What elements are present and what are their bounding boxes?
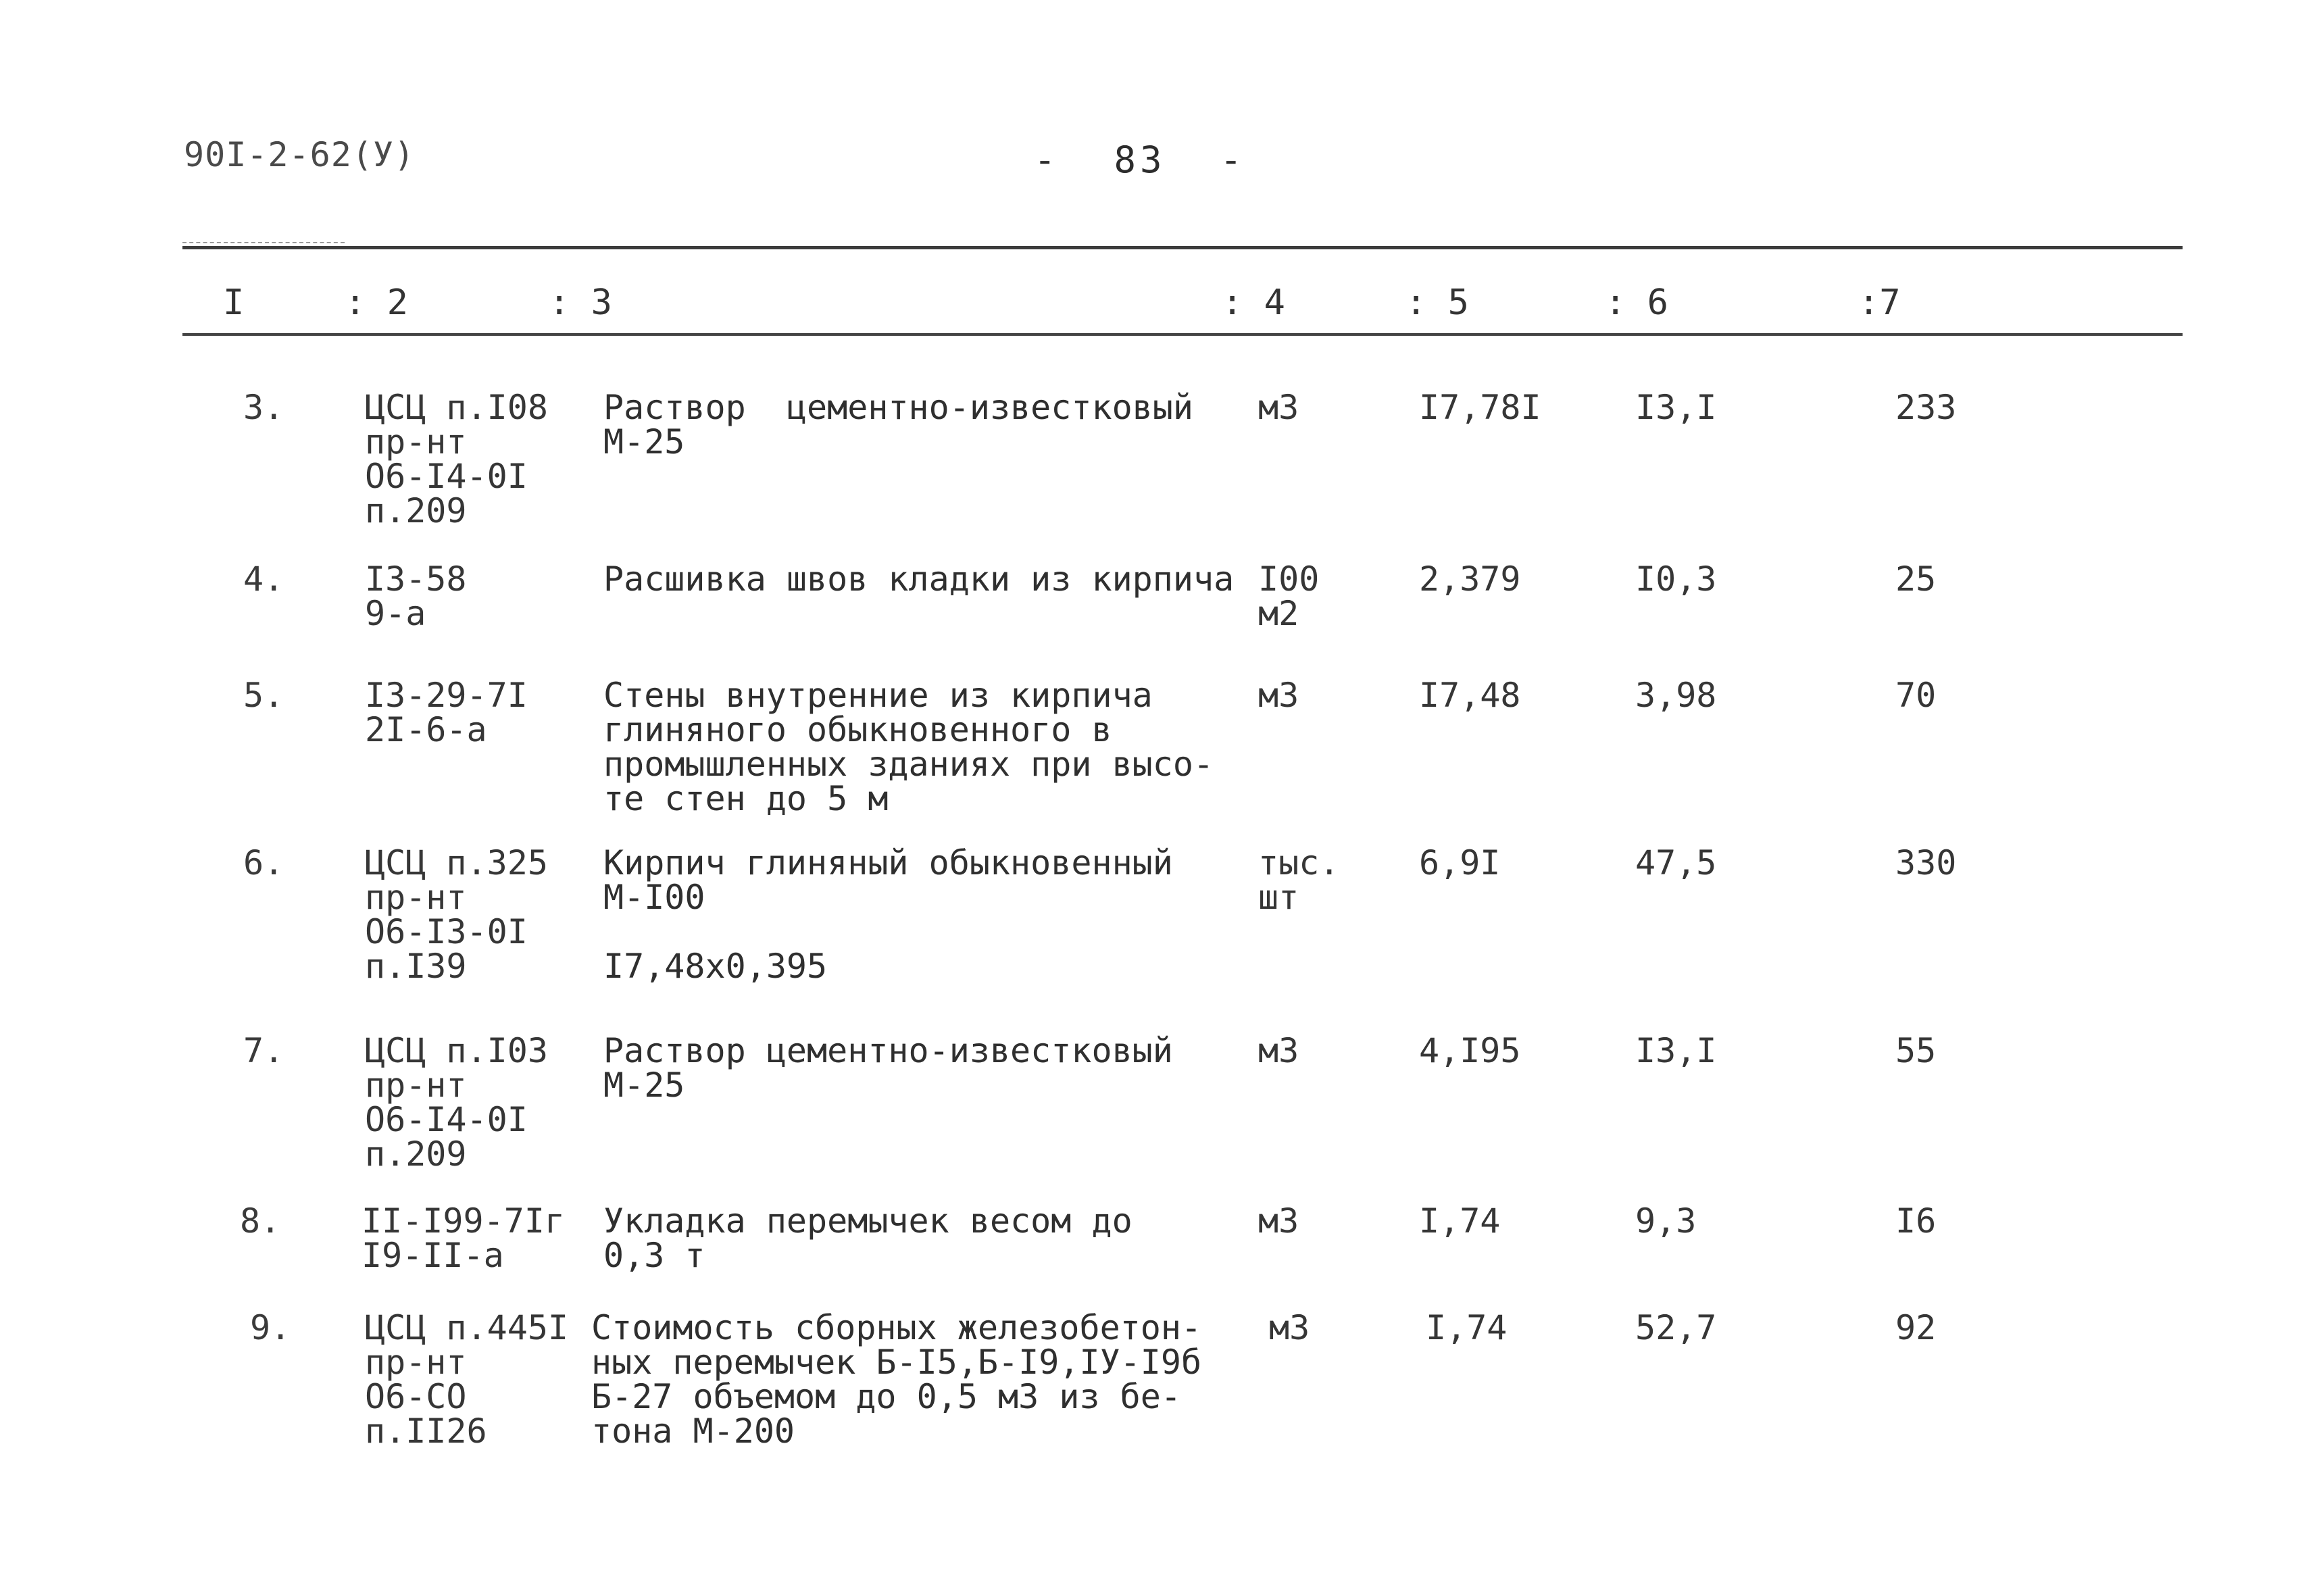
column-header-7: :7 [1858,282,1901,323]
total-cost: 25 [1895,559,1937,599]
total-cost: 55 [1895,1031,1937,1070]
quantity: I,74 [1426,1308,1508,1347]
faint-rule [182,242,345,243]
total-cost: 233 [1895,388,1957,427]
column-header-6: : 6 [1605,282,1668,323]
norm-reference: ЦСЦ п.325 пр-нт О6-I3-0I п.I39 [365,843,548,986]
row-number: 5. [243,676,284,715]
unit-price: 3,98 [1635,676,1717,715]
page-number: 83 [1114,139,1166,181]
unit: м3 [1258,676,1299,715]
row-number: 9. [250,1308,291,1347]
unit-price: 47,5 [1635,843,1717,882]
work-description: Расшивка швов кладки из кирпича [603,559,1235,599]
total-cost: 70 [1895,676,1937,715]
row-number: 4. [243,559,284,599]
document-code: 90I-2-62(У) [184,135,416,174]
dash-right: - [1220,139,1247,181]
norm-reference: II-I99-7Iг I9-II-а [362,1201,566,1275]
row-number: 3. [243,388,284,427]
unit-price: I3,I [1635,388,1717,427]
work-description: Раствор цементно-известковый М-25 [603,388,1193,462]
unit-price: I0,3 [1635,559,1717,599]
unit: м3 [1258,388,1299,427]
row-number: 7. [243,1031,284,1070]
norm-reference: ЦСЦ п.I08 пр-нт О6-I4-0I п.209 [365,388,548,530]
header-bottom-rule [182,333,2183,336]
unit: м3 [1258,1031,1299,1070]
page-number-line [980,139,1300,181]
row-number: 6. [243,843,284,882]
work-description: Стоимость сборных железобетон- ных перемычек Б-I5,Б-I9,IУ-I9б Б-27 объемом до 0,5 м3 из бе- тона М-200 [591,1308,1202,1451]
norm-reference: ЦСЦ п.I03 пр-нт О6-I4-0I п.209 [365,1031,548,1174]
column-header-4: : 4 [1222,282,1285,323]
unit-price: 52,7 [1635,1308,1717,1347]
unit: м3 [1258,1201,1299,1241]
work-description: Укладка перемычек весом до 0,3 т [603,1201,1132,1275]
norm-reference: ЦСЦ п.445I пр-нт О6-СО п.II26 [365,1308,569,1451]
unit: м3 [1269,1308,1310,1347]
quantity: 2,379 [1419,559,1521,599]
total-cost: 330 [1895,843,1957,882]
row-number: 8. [240,1201,281,1241]
column-header-1: I [223,282,245,323]
unit-price: 9,3 [1635,1201,1697,1241]
unit: I00 м2 [1258,559,1320,633]
quantity: 4,I95 [1419,1031,1521,1070]
quantity: I7,78I [1419,388,1541,427]
column-header-5: : 5 [1405,282,1469,323]
total-cost: I6 [1895,1201,1937,1241]
column-header-3: : 3 [549,282,612,323]
work-description: Раствор цементно-известковый М-25 [603,1031,1173,1105]
table-top-rule [182,246,2183,249]
norm-reference: I3-29-7I 2I-6-а [365,676,528,749]
quantity: I,74 [1419,1201,1501,1241]
norm-reference: I3-58 9-а [365,559,467,633]
work-description: Кирпич глиняный обыкновенный М-I00 I7,48х0,395 [603,843,1173,986]
quantity: 6,9I [1419,843,1501,882]
total-cost: 92 [1895,1308,1937,1347]
unit: тыс. шт [1258,843,1340,917]
work-description: Стены внутренние из кирпича глиняного обыкновенного в промышленных зданиях при высо- те стен до 5 м [603,676,1214,818]
column-header-2: : 2 [345,282,408,323]
dash-left: - [1034,139,1060,181]
unit-price: I3,I [1635,1031,1717,1070]
quantity: I7,48 [1419,676,1521,715]
